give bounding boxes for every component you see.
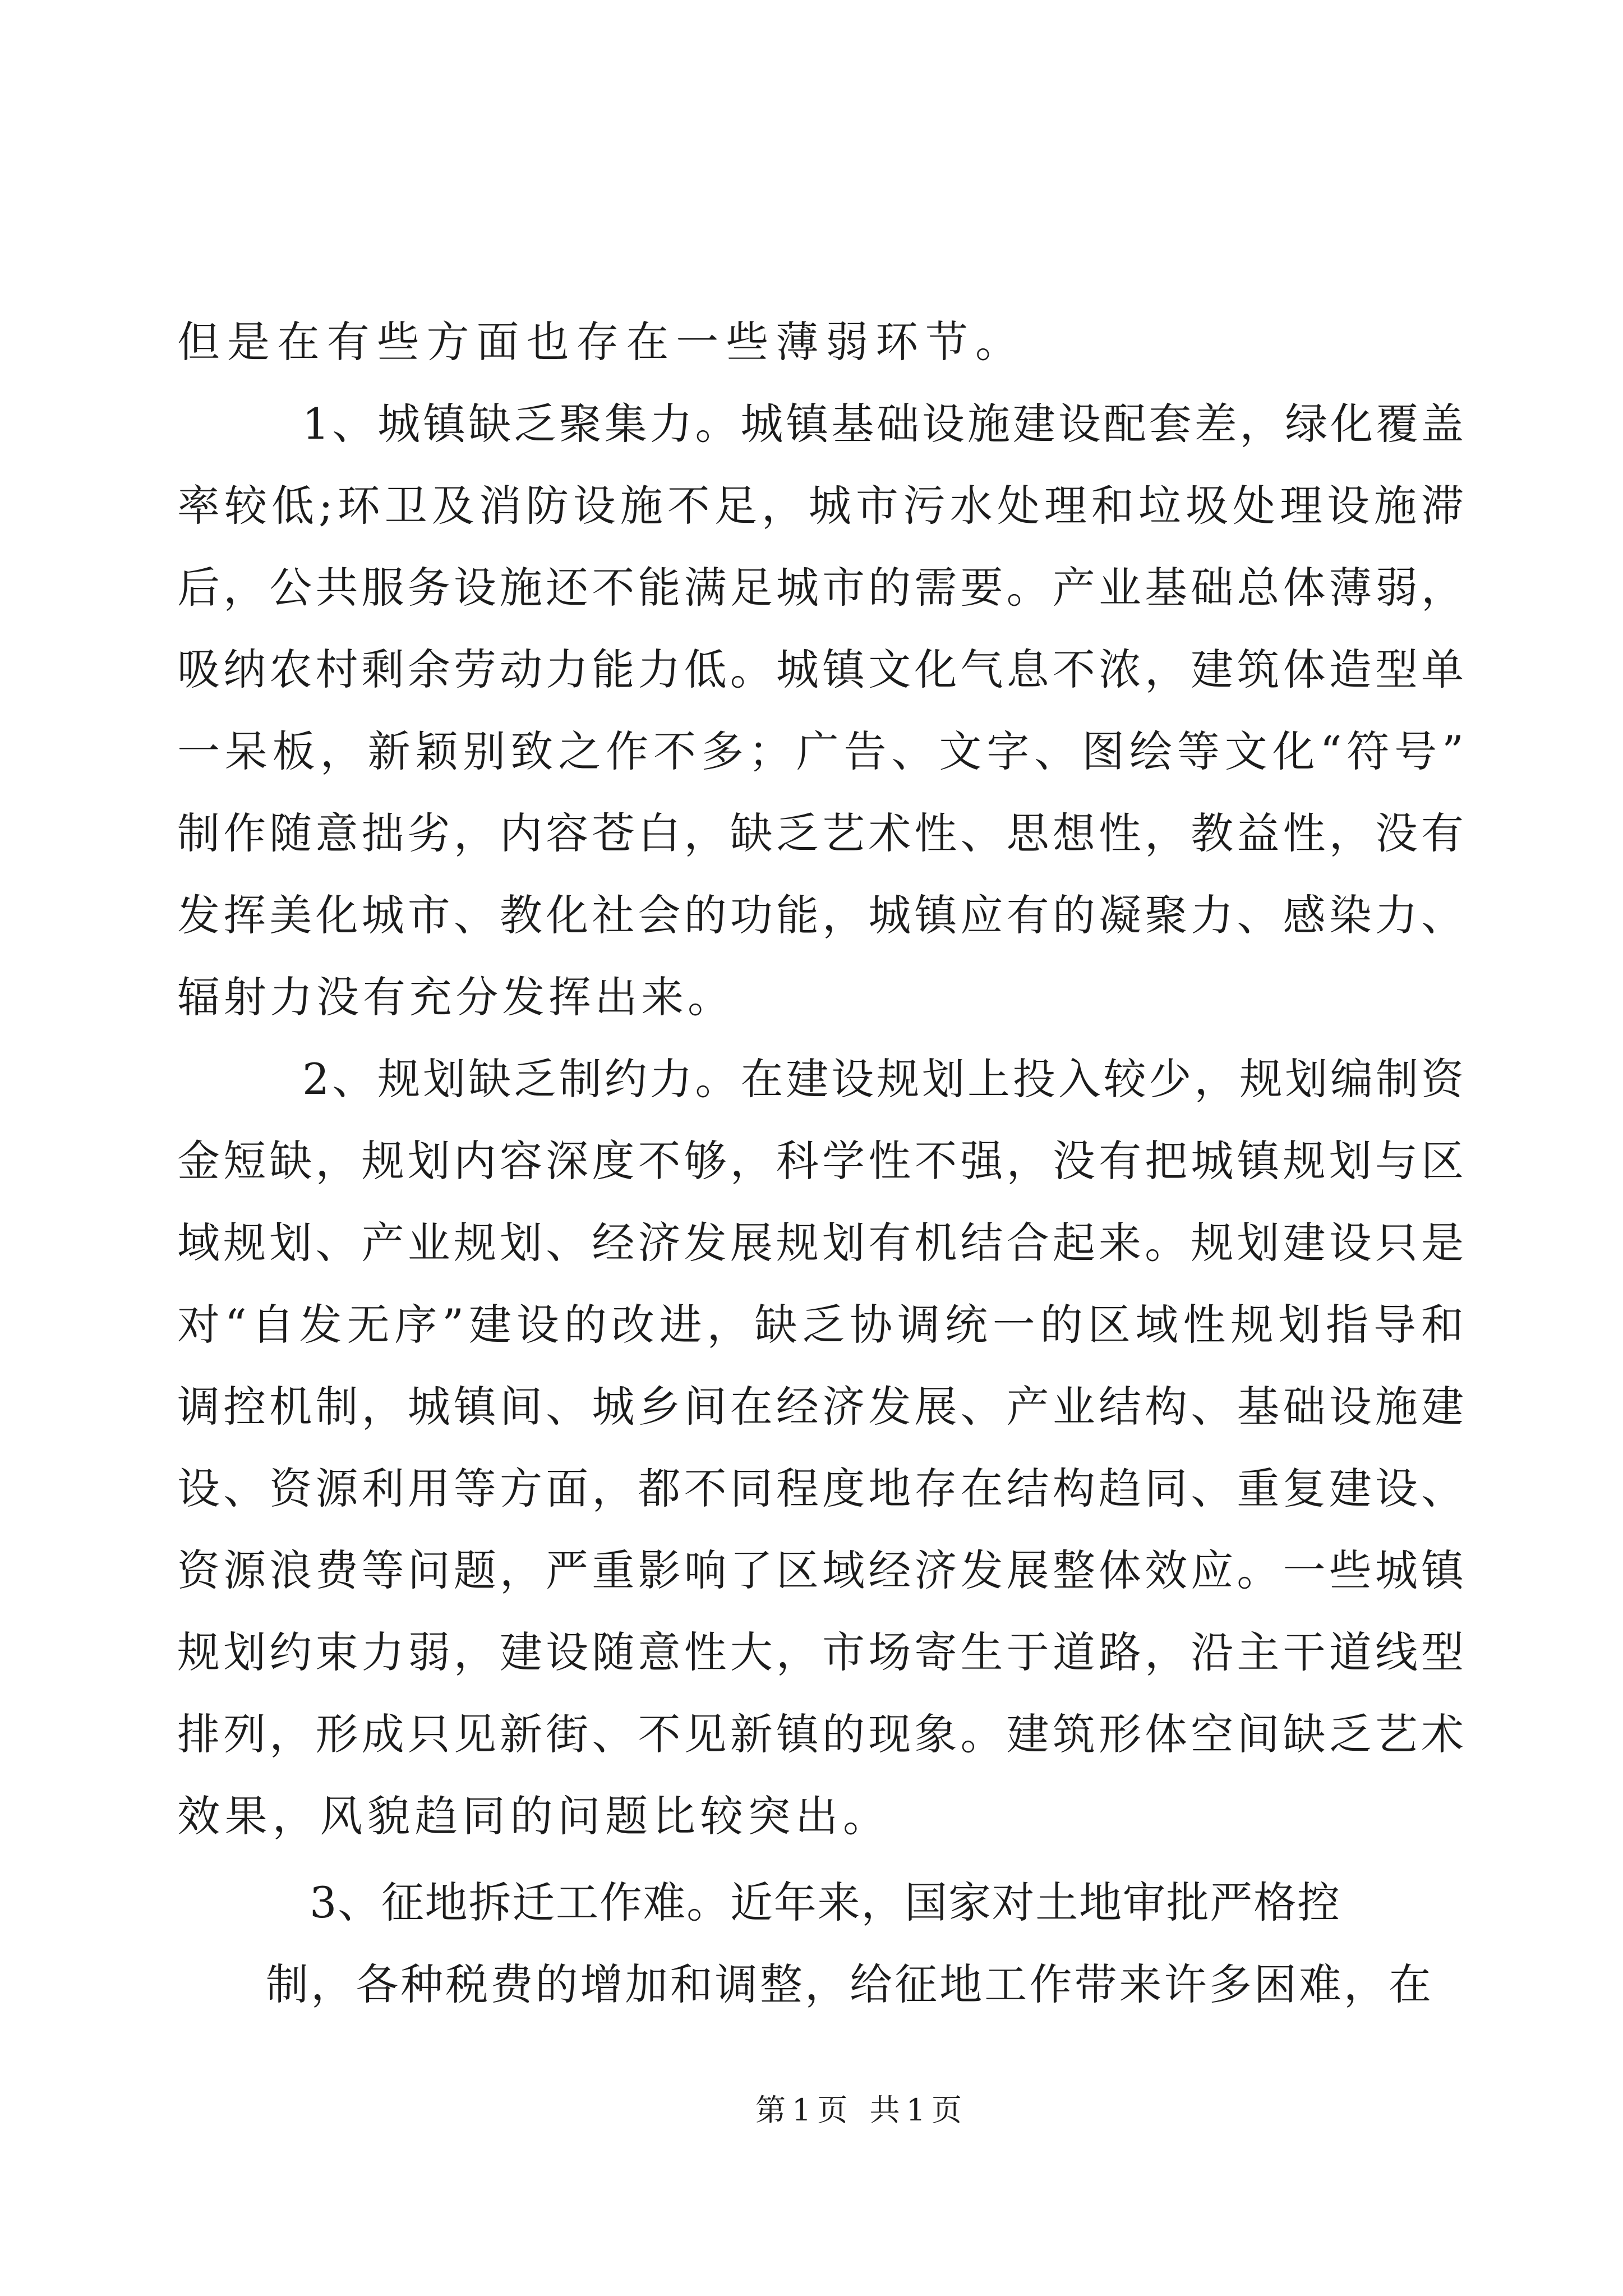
text-line: 但是在有些方面也存在一些薄弱环节。: [177, 317, 1018, 367]
text-line: 率较低;环卫及消防设施不足，城市污水处理和垃圾处理设施滞: [177, 481, 1464, 531]
text-line: 发挥美化城市、教化社会的功能，城镇应有的凝聚力、感染力、: [177, 890, 1464, 940]
text-line: 后，公共服务设施还不能满足城市的需要。产业基础总体薄弱，: [177, 563, 1464, 613]
text-line: 辐射力没有充分发挥出来。: [177, 972, 730, 1022]
text-line: 制作随意拙劣，内容苍白，缺乏艺术性、思想性，教益性，没有: [177, 808, 1464, 858]
text-line: 设、资源利用等方面，都不同程度地存在结构趋同、重复建设、: [177, 1464, 1464, 1513]
text-line: 一呆板，新颖别致之作不多；广告、文字、图绘等文化“符号”: [177, 726, 1464, 776]
text-line: 调控机制，城镇间、城乡间在经济发展、产业结构、基础设施建: [177, 1382, 1464, 1432]
text-line: 对“自发无序”建设的改进，缺乏协调统一的区域性规划指导和: [177, 1300, 1464, 1350]
text-line: 3、征地拆迁工作难。近年来，国家对土地审批严格控: [310, 1878, 1340, 1927]
text-line: 排列，形成只见新街、不见新镇的现象。建筑形体空间缺乏艺术: [177, 1709, 1464, 1759]
text-line: 吸纳农村剩余劳动力能力低。城镇文化气息不浓，建筑体造型单: [177, 645, 1464, 694]
text-line: 1、城镇缺乏聚集力。城镇基础设施建设配套差，绿化覆盖: [302, 399, 1464, 449]
text-line: 金短缺，规划内容深度不够，科学性不强，没有把城镇规划与区: [177, 1136, 1464, 1186]
text-line: 资源浪费等问题，严重影响了区域经济发展整体效应。一些城镇: [177, 1545, 1464, 1595]
text-line: 制，各种税费的增加和调整，给征地工作带来许多困难，在: [266, 1959, 1431, 2009]
text-line: 域规划、产业规划、经济发展规划有机结合起来。规划建设只是: [177, 1218, 1464, 1268]
text-line: 效果，风貌趋同的问题比较突出。: [177, 1791, 886, 1841]
text-line: 规划约束力弱，建设随意性大，市场寄生于道路，沿主干道线型: [177, 1627, 1464, 1677]
page-footer: 第1页 共1页: [755, 2092, 962, 2128]
text-line: 2、规划缺乏制约力。在建设规划上投入较少，规划编制资: [302, 1054, 1464, 1104]
